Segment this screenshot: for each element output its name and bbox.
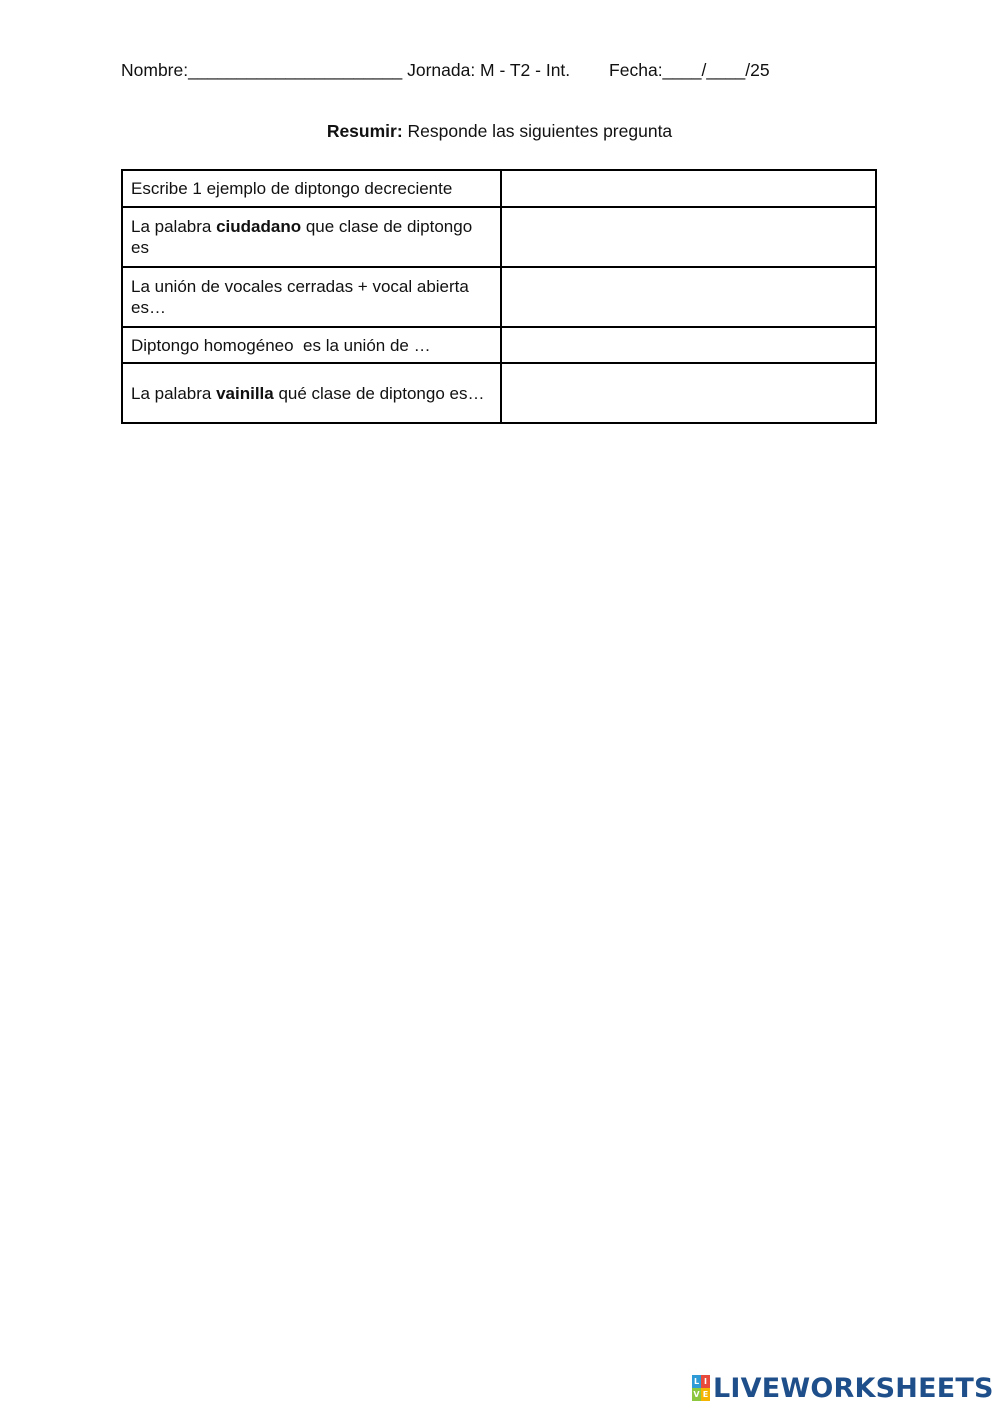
question-keyword: vainilla [216,383,274,403]
question-text: Escribe 1 ejemplo de diptongo decreciente [131,179,453,198]
logo-letter: L [693,1377,700,1386]
instruction-label: Resumir: [326,121,403,141]
question-keyword: ciudadano [216,217,302,236]
logo-letter: I [701,1375,710,1388]
answer-cell[interactable] [501,267,876,327]
question-text: La palabra [131,383,217,403]
question-text: Diptongo homogéneo es la unión de … [131,335,431,355]
logo-letter: V [693,1390,700,1399]
table-row [122,170,876,207]
question-text: La palabra [131,217,217,236]
answer-cell[interactable] [501,170,876,207]
liveworksheets-logo [692,1373,994,1403]
brand-name: LIVEWORKSHEETS [713,1372,994,1404]
question-text: que clase de diptongo es [131,217,473,257]
table-row [122,327,876,363]
answer-cell[interactable] [501,363,876,423]
question-cell [122,170,501,207]
answer-cell[interactable] [501,327,876,363]
header-line: Nombre:______________________ Jornada: M - T2 - Int. Fecha:____/____/25 [121,60,770,80]
question-cell [122,267,501,327]
question-text: La unión de vocales cerradas + vocal abierta es… [131,277,469,317]
questions-table [121,169,877,424]
question-cell [122,363,501,423]
liveworksheets-icon [692,1375,710,1401]
question-cell [122,327,501,363]
question-cell [122,207,501,267]
instruction [0,121,999,142]
logo-letter: E [702,1390,709,1399]
table-row [122,267,876,327]
table-row [122,363,876,423]
instruction-text: Responde las siguientes pregunta [402,121,673,141]
question-text: qué clase de diptongo es… [273,383,485,403]
answer-cell[interactable] [501,207,876,267]
table-row [122,207,876,267]
